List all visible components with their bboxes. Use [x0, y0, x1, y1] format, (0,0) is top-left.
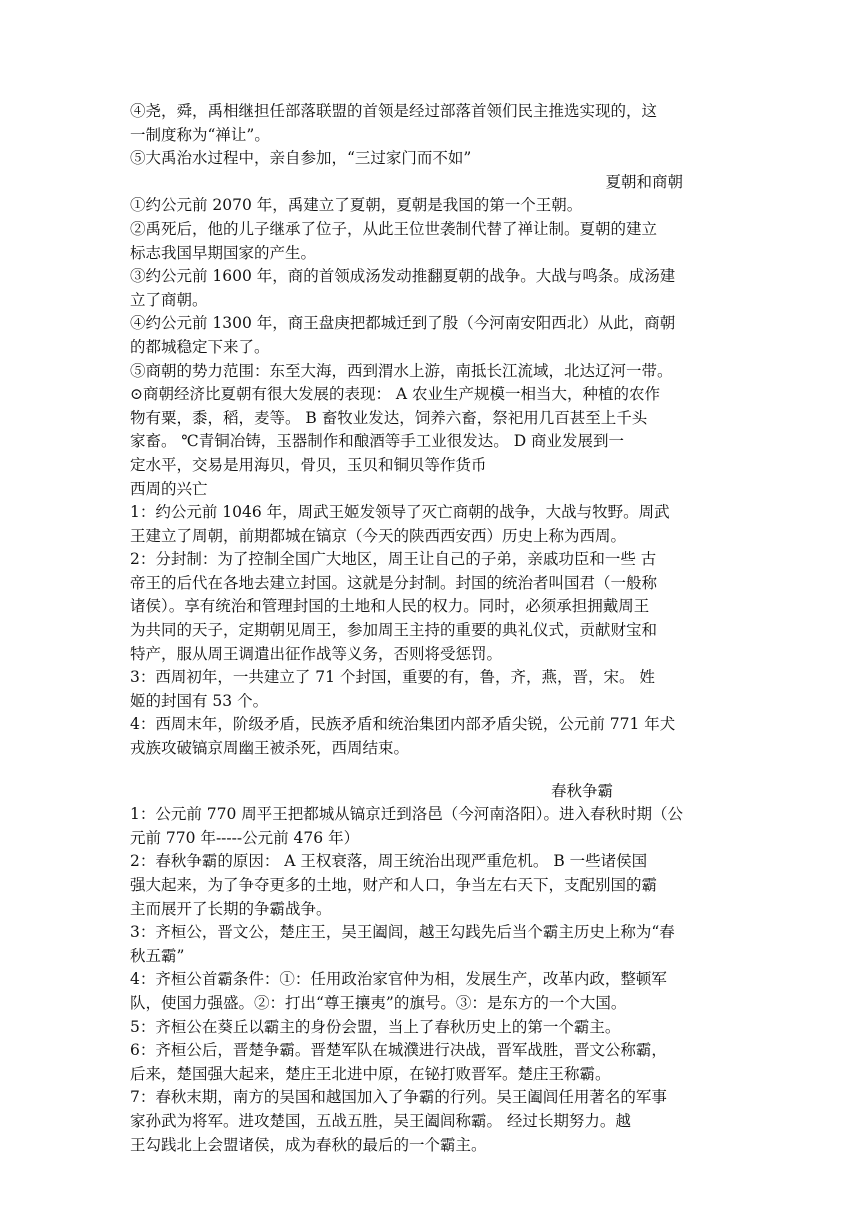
text-line: 标志我国早期国家的产生。 [130, 243, 317, 262]
text-line: 2：春秋争霸的原因： A 王权衰落，周王统治出现严重危机。 B 一些诸侯国 [130, 852, 648, 871]
blank-line [130, 761, 735, 780]
text-line: 定水平，交易是用海贝，骨贝，玉贝和铜贝等作货币 [130, 455, 487, 474]
text-line: 5：齐桓公在葵丘以霸主的身份会盟，当上了春秋历史上的第一个霸主。 [130, 1017, 621, 1036]
text-line: 主而展开了长期的争霸战争。 [130, 899, 332, 918]
text-line: ⑤大禹治水过程中，亲自参加，“三过家门而不如” [130, 149, 472, 168]
text-line: 戎族攻破镐京周幽王被杀死，西周结束。 [130, 739, 410, 758]
text-line: 1：公元前 770 周平王把都城从镐京迁到洛邑（今河南洛阳）。进入春秋时期（公 [130, 805, 684, 824]
text-line: 后来，楚国强大起来，楚庄王北进中原，在铋打败晋军。楚庄王称霸。 [130, 1064, 611, 1083]
text-line: ②禹死后，他的儿子继承了位子，从此王位世袭制代替了禅让制。夏朝的建立 [130, 219, 658, 238]
text-line: 队，使国力强盛。②：打出“尊王攘夷”的旗号。③：是东方的一个大国。 [130, 993, 627, 1012]
section-heading-spring-autumn: 春秋争霸 [550, 781, 613, 800]
text-line: 1：约公元前 1046 年，周武王姬发领导了灭亡商朝的战争，大战与牧野。周武 [130, 503, 670, 522]
text-line: 6：齐桓公后，晋楚争霸。晋楚军队在城濮进行决战，晋军战胜，晋文公称霸， [130, 1041, 667, 1060]
text-line: 王勾践北上会盟诸侯，成为春秋的最后的一个霸主。 [130, 1135, 487, 1154]
text-line: 家孙武为将军。进攻楚国，五战五胜，吴王阖闾称霸。 经过长期努力。越 [130, 1111, 631, 1130]
text-line: 4：齐桓公首霸条件：①：任用政治家官仲为相，发展生产，改革内政，整顿军 [130, 970, 667, 989]
text-line: 2：分封制：为了控制全国广大地区，周王让自己的子弟，亲戚功臣和一些 古 [130, 550, 657, 569]
text-line: 3：齐桓公，晋文公，楚庄王，吴王阖闾，越王勾践先后当个霸主历史上称为“春 [130, 923, 675, 942]
text-line: 特产，服从周王调遣出征作战等义务，否则将受惩罚。 [130, 644, 503, 663]
text-line: 帝王的后代在各地去建立封国。这就是分封制。封国的统治者叫国君（一般称 [130, 573, 658, 592]
text-line: 家畜。 ℃青铜冶铸，玉器制作和酿酒等手工业很发达。 D 商业发展到一 [130, 432, 625, 451]
text-line: 秋五霸” [130, 946, 185, 965]
text-line: 3：西周初年，一共建立了 71 个封国，重要的有，鲁，齐，燕，晋，宋。 姓 [130, 668, 655, 687]
text-line: 王建立了周朝，前期都城在镐京（今天的陕西西安西）历史上称为西周。 [130, 526, 627, 545]
text-line: ⑤商朝的势力范围：东至大海，西到渭水上游，南抵长江流域，北达辽河一带。 [130, 361, 673, 380]
text-line: 物有粟，黍，稻，麦等。 B 畜牧业发达，饲养六畜，祭祀用几百甚至上千头 [130, 408, 648, 427]
text-line: 的都城稳定下来了。 [130, 337, 270, 356]
text-line: ④约公元前 1300 年，商王盘庚把都城迁到了殷（今河南安阳西北）从此，商朝 [130, 314, 676, 333]
text-line: 为共同的天子，定期朝见周王，参加周王主持的重要的典礼仪式，贡献财宝和 [130, 621, 658, 640]
text-line: ⊙商朝经济比夏朝有很大发展的表现： A 农业生产规模一相当大，种植的农作 [130, 385, 661, 404]
text-line: 立了商朝。 [130, 290, 208, 309]
section-heading-xia-shang: 夏朝和商朝 [605, 172, 683, 191]
text-line: ④尧，舜，禹相继担任部落联盟的首领是经过部落首领们民主推选实现的，这 [130, 102, 658, 120]
text-line: 诸侯）。享有统治和管理封国的土地和人民的权力。同时，必须承担拥戴周王 [130, 597, 650, 616]
text-line: ①约公元前 2070 年，禹建立了夏朝，夏朝是我国的第一个王朝。 [130, 196, 583, 215]
text-line: 强大起来，为了争夺更多的土地，财产和人口，争当左右天下，支配别国的霸 [130, 876, 658, 894]
section-heading-western-zhou: 西周的兴亡 [130, 479, 208, 498]
text-line: 元前 770 年-----公元前 476 年） [130, 828, 360, 847]
text-line: 7：春秋末期，南方的吴国和越国加入了争霸的行列。吴王阖闾任用著名的军事 [130, 1088, 667, 1107]
text-line: 4：西周末年，阶级矛盾，民族矛盾和统治集团内部矛盾尖锐，公元前 771 年犬 [130, 715, 676, 734]
document-body [130, 100, 735, 1157]
text-line: 一制度称为“禅让”。 [130, 125, 270, 144]
text-line: 姬的封国有 53 个。 [130, 691, 269, 710]
text-line: ③约公元前 1600 年，商的首领成汤发动推翻夏朝的战争。大战与鸣条。成汤建 [130, 267, 676, 286]
